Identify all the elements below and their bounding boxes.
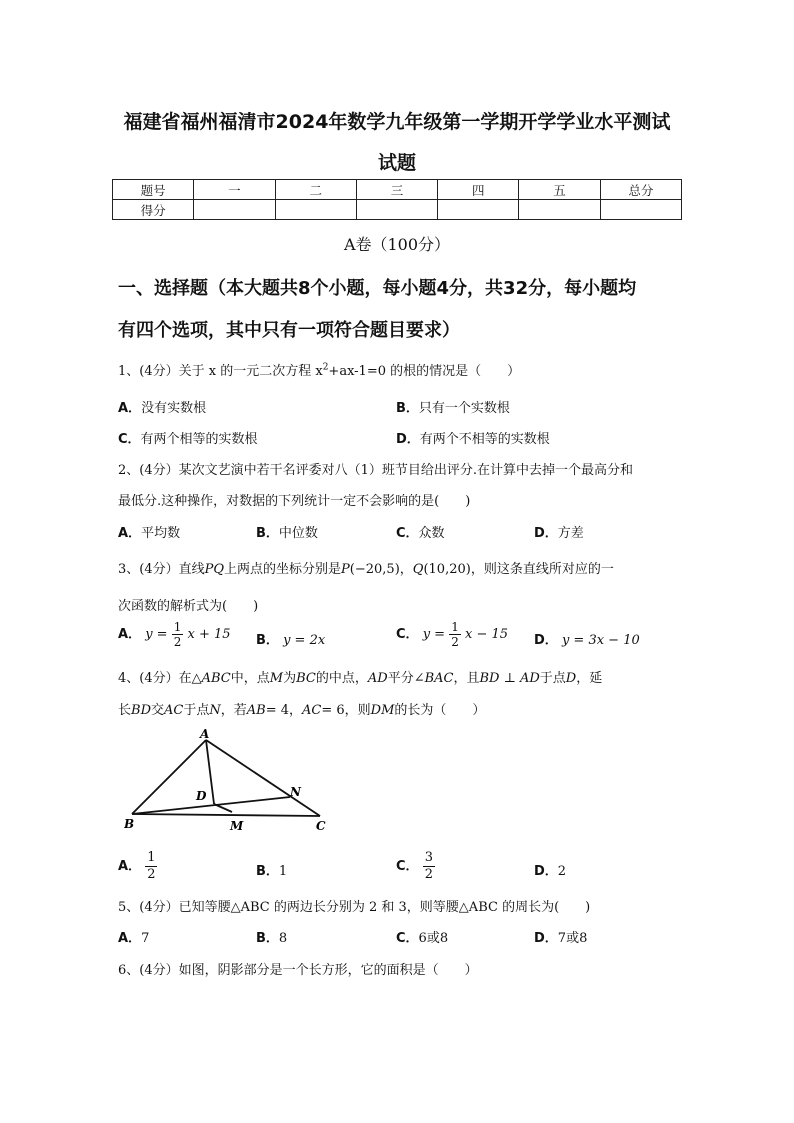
- q3-math: P: [341, 562, 350, 577]
- q5-option-a[interactable]: [118, 927, 149, 946]
- option-text: 7: [141, 931, 150, 946]
- option-text: 有两个不相等的实数根: [419, 432, 550, 447]
- q5-option-b[interactable]: [256, 927, 287, 946]
- q2-option-b[interactable]: [256, 522, 318, 541]
- option-text: 中位数: [278, 526, 318, 541]
- q4-text: 的中点，: [315, 671, 368, 686]
- option-fraction: [145, 850, 157, 883]
- q4-math: ABC: [201, 671, 231, 686]
- q2-option-a[interactable]: [118, 522, 180, 541]
- score-cell-header: 四: [438, 180, 519, 200]
- option-label: C．: [396, 526, 419, 541]
- section-a-heading: A卷（100分）: [343, 235, 451, 254]
- q4-text: 交: [151, 703, 165, 718]
- q4-option-d[interactable]: [534, 860, 566, 879]
- q3-text: (−20,5)，: [349, 562, 413, 577]
- exam-title-line1: 福建省福州福清市2024年数学九年级第一学期开学学业水平测试: [123, 111, 671, 133]
- option-label: A．: [118, 627, 142, 642]
- score-cell-blank: [194, 200, 275, 220]
- score-table-header-row: [113, 180, 682, 200]
- segment-ab: [132, 740, 206, 814]
- option-label: B．: [256, 526, 279, 541]
- option-fraction: [449, 620, 461, 649]
- q1-stem-part: 1、(4分）关于 x 的一元二次方程 x: [118, 364, 323, 379]
- q3-option-b[interactable]: [256, 629, 325, 648]
- score-table-score-row: [113, 200, 682, 220]
- option-label: D．: [534, 633, 558, 648]
- question-1-stem: [118, 360, 520, 379]
- q4-math: AC: [164, 703, 184, 718]
- q4-math: AD: [367, 671, 388, 686]
- q1-option-d[interactable]: [396, 428, 550, 447]
- option-text: 平均数: [141, 526, 181, 541]
- score-cell-header: 二: [275, 180, 356, 200]
- label-b: B: [124, 817, 135, 831]
- label-a: A: [200, 727, 210, 741]
- question-2-stem-line2: 最低分.这种操作，对数据的下列统计一定不会影响的是( ): [118, 494, 471, 509]
- fraction-denominator: 2: [451, 635, 459, 649]
- label-n: N: [290, 785, 301, 799]
- option-text: 没有实数根: [141, 401, 207, 416]
- question-5-stem: 5、(4分）已知等腰△ABC 的两边长分别为 2 和 3，则等腰△ABC 的周长为( ): [118, 900, 591, 915]
- option-math: x − 15: [464, 627, 509, 642]
- label-c: C: [316, 819, 326, 833]
- option-label: B．: [396, 401, 419, 416]
- q4-text: 4、(4分）在△: [118, 671, 202, 686]
- label-m: M: [230, 819, 244, 833]
- option-text: 方差: [557, 526, 584, 541]
- q4-text: 于点: [539, 671, 566, 686]
- segment-dm: [214, 804, 232, 812]
- fraction-numerator: 1: [451, 620, 459, 634]
- option-label: C．: [118, 432, 141, 447]
- q4-text: 于点: [183, 703, 210, 718]
- q5-option-c[interactable]: [396, 927, 448, 946]
- option-math: y = 3x − 10: [561, 633, 640, 648]
- label-d: D: [196, 789, 207, 803]
- segment-bn: [132, 797, 290, 814]
- option-label: D．: [534, 526, 558, 541]
- option-text: 8: [278, 931, 288, 946]
- q4-text: 中，点: [230, 671, 270, 686]
- q1-option-b[interactable]: [396, 397, 510, 416]
- question-4-stem-line2: [118, 699, 485, 718]
- q4-math: BD ⊥ AD: [479, 671, 540, 686]
- fraction-denominator: 2: [147, 867, 156, 882]
- score-cell-blank: [600, 200, 681, 220]
- option-text: 1: [278, 864, 288, 879]
- score-table: [112, 179, 682, 220]
- option-label: C．: [396, 931, 419, 946]
- q4-text: ，若: [220, 703, 247, 718]
- fraction-numerator: 3: [424, 850, 433, 865]
- q3-math: Q: [412, 562, 424, 577]
- fraction-denominator: 2: [424, 867, 433, 882]
- segment-bc: [132, 814, 320, 816]
- option-label: A．: [118, 931, 142, 946]
- q4-option-c[interactable]: [396, 850, 435, 883]
- score-cell-label: 得分: [113, 200, 194, 220]
- q1-option-a[interactable]: [118, 397, 206, 416]
- q1-superscript: 2: [322, 362, 329, 373]
- exam-title-line2: 试题: [377, 152, 416, 174]
- fraction-numerator: 1: [173, 620, 182, 634]
- option-math: y =: [145, 627, 168, 642]
- q3-option-a[interactable]: [118, 620, 231, 649]
- q3-text: 3、(4分）直线: [118, 562, 205, 577]
- q4-text: = 6，则: [321, 703, 371, 718]
- q3-text: (10,20)，则这条直线所对应的一: [423, 562, 614, 577]
- q4-text: 长: [118, 703, 132, 718]
- option-math: y =: [422, 627, 446, 642]
- option-label: C．: [396, 627, 419, 642]
- q3-text: 上两点的坐标分别是: [224, 562, 342, 577]
- q4-text: 平分∠: [387, 671, 425, 686]
- option-text: 只有一个实数根: [418, 401, 510, 416]
- question-6-stem: 6、(4分）如图，阴影部分是一个长方形，它的面积是（ ）: [118, 963, 478, 978]
- q4-option-a[interactable]: [118, 850, 157, 883]
- score-cell-header: 三: [356, 180, 437, 200]
- score-cell-header: 五: [519, 180, 600, 200]
- score-cell-header: 总分: [600, 180, 681, 200]
- part1-heading-line1: 一、选择题（本大题共8个小题，每小题4分，共32分，每小题均: [118, 278, 637, 299]
- q1-stem-part: +ax-1=0 的根的情况是（ ）: [328, 364, 521, 379]
- question-4-stem-line1: [118, 667, 602, 686]
- option-label: A．: [118, 401, 142, 416]
- option-label: D．: [534, 864, 558, 879]
- option-label: A．: [118, 526, 142, 541]
- q4-text: = 4，: [265, 703, 303, 718]
- option-math: x + 15: [187, 627, 231, 642]
- option-label: D．: [534, 931, 558, 946]
- q4-text: 的长为（ ）: [394, 703, 486, 718]
- score-cell-blank: [519, 200, 600, 220]
- q4-math: BAC: [424, 671, 454, 686]
- option-label: C．: [396, 859, 419, 874]
- segment-ad: [206, 740, 214, 804]
- fraction-denominator: 2: [173, 635, 182, 649]
- option-label: D．: [396, 432, 420, 447]
- q4-math: D: [565, 671, 577, 686]
- option-label: B．: [256, 864, 279, 879]
- q4-math: BD: [131, 703, 151, 718]
- fraction-numerator: 1: [147, 850, 156, 865]
- option-label: B．: [256, 633, 279, 648]
- q4-math: M: [269, 671, 284, 686]
- q3-option-d[interactable]: [534, 629, 640, 648]
- triangle-figure: [124, 726, 344, 836]
- q4-text: ，延: [576, 671, 603, 686]
- q3-option-c[interactable]: [396, 620, 508, 649]
- option-text: 6或8: [418, 931, 449, 946]
- q2-option-d[interactable]: [534, 522, 584, 541]
- q3-math: PQ: [204, 562, 225, 577]
- q5-option-d[interactable]: [534, 927, 587, 946]
- q4-option-b[interactable]: [256, 860, 287, 879]
- option-fraction: [423, 850, 435, 883]
- q4-math: N: [209, 703, 221, 718]
- q4-text: 为: [283, 671, 297, 686]
- q1-option-c[interactable]: [118, 428, 258, 447]
- option-text: 2: [557, 864, 567, 879]
- option-label: B．: [256, 931, 279, 946]
- question-2-stem-line1: 2、(4分）某次文艺演中若干名评委对八（1）班节目给出评分.在计算中去掉一个最高分和: [118, 463, 634, 478]
- option-label: A．: [118, 859, 142, 874]
- score-cell-blank: [356, 200, 437, 220]
- q4-math: BC: [296, 671, 316, 686]
- option-text: 有两个相等的实数根: [140, 432, 258, 447]
- question-3-stem-line1: [118, 558, 614, 577]
- q2-option-c[interactable]: [396, 522, 445, 541]
- question-3-stem-line2: 次函数的解析式为( ): [118, 599, 259, 614]
- option-fraction: [172, 620, 184, 649]
- q4-text: ，且: [453, 671, 480, 686]
- score-cell-header: 一: [194, 180, 275, 200]
- q4-math: AC: [302, 703, 322, 718]
- q4-math: DM: [370, 703, 395, 718]
- score-cell-label: 题号: [113, 180, 194, 200]
- part1-heading-line2: 有四个选项，其中只有一项符合题目要求）: [118, 320, 460, 341]
- q4-math: AB: [246, 703, 266, 718]
- score-cell-blank: [275, 200, 356, 220]
- option-text: 7或8: [557, 931, 588, 946]
- option-text: 众数: [418, 526, 445, 541]
- option-math: y = 2x: [283, 633, 326, 648]
- score-cell-blank: [438, 200, 519, 220]
- figure-lines: [132, 740, 320, 816]
